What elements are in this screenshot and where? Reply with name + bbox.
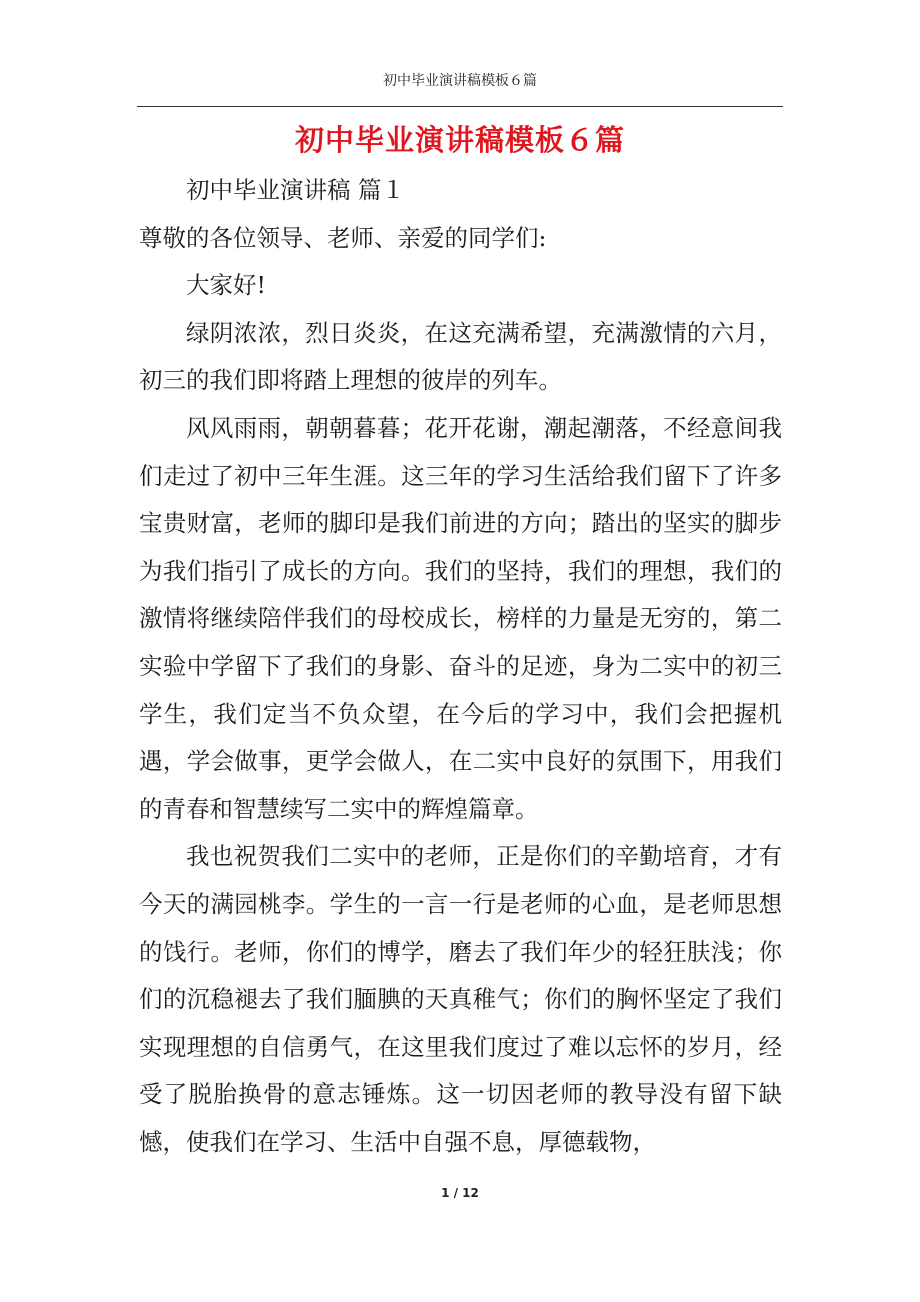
header-divider [137, 106, 783, 107]
running-header: 初中毕业演讲稿模板６篇 [383, 73, 537, 89]
section-heading: 初中毕业演讲稿 篇１ [186, 176, 405, 204]
document-title: 初中毕业演讲稿模板６篇 [294, 123, 625, 157]
page-number: 1 / 12 [441, 1186, 479, 1200]
body-paragraph: 我也祝贺我们二实中的老师，正是你们的辛勤培育，才有今天的满园桃李。学生的一言一行是老师的心血，是老师思想的饯行。老师，你们的博学，磨去了我们年少的轻狂肤浅；你们的沉稳褪去了我们腼腆的天真稚气；你们的胸怀坚定了我们实现理想的自信勇气，在这里我们度过了难以忘怀的岁月，经受了脱胎换骨的意志锤炼。这一切因老师的教导没有留下缺憾，使我们在学习、生活中自强不息，厚德载物， [139, 842, 782, 1156]
body-paragraph: 绿阴浓浓，烈日炎炎，在这充满希望，充满激情的六月，初三的我们即将踏上理想的彼岸的列车。 [139, 318, 782, 395]
salutation: 尊敬的各位领导、老师、亲爱的同学们: [139, 223, 547, 252]
body-paragraph: 风风雨雨，朝朝暮暮；花开花谢，潮起潮落，不经意间我们走过了初中三年生涯。这三年的学习生活给我们留下了许多宝贵财富，老师的脚印是我们前进的方向；踏出的坚实的脚步为我们指引了成长的方向。我们的坚持，我们的理想，我们的激情将继续陪伴我们的母校成长，榜样的力量是无穷的，第二实验中学留下了我们的身影、奋斗的足迹，身为二实中的初三学生，我们定当不负众望，在今后的学习中，我们会把握机遇，学会做事，更学会做人，在二实中良好的氛围下，用我们的青春和智慧续写二实中的辉煌篇章。 [139, 413, 782, 823]
document-body [139, 167, 782, 1166]
greeting: 大家好! [186, 271, 266, 300]
